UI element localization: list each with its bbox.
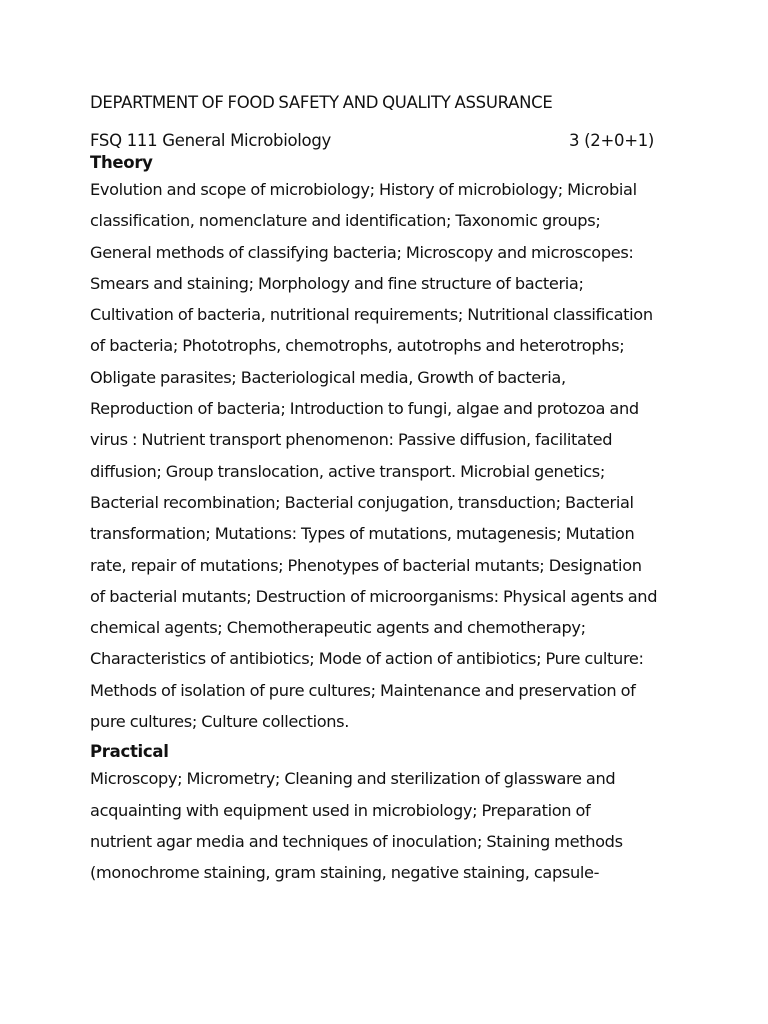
theory-line: Methods of isolation of pure cultures; Maintenance and preservation of	[90, 680, 636, 700]
practical-line: nutrient agar media and techniques of inoculation; Staining methods	[90, 831, 623, 851]
course-credits: 3 (2+0+1)	[569, 131, 655, 150]
theory-line: pure cultures; Culture collections.	[90, 712, 350, 732]
practical-line: Microscopy; Micrometry; Cleaning and sterilization of glassware and	[90, 769, 616, 789]
theory-line: rate, repair of mutations; Phenotypes of bacterial mutants; Designation	[90, 555, 642, 575]
practical-text	[90, 763, 690, 888]
course-title: FSQ 111 General Microbiology	[90, 131, 331, 150]
practical-line: (monochrome staining, gram staining, negative staining, capsule-	[90, 863, 600, 883]
theory-line: virus : Nutrient transport phenomenon: Passive diffusion, facilitated	[90, 430, 613, 450]
theory-line: Obligate parasites; Bacteriological media, Growth of bacteria,	[90, 367, 566, 387]
theory-line: classification, nomenclature and identification; Taxonomic groups;	[90, 211, 601, 231]
theory-line: chemical agents; Chemotherapeutic agents and chemotherapy;	[90, 618, 586, 638]
theory-line: of bacteria; Phototrophs, chemotrophs, autotrophs and heterotrophs;	[90, 336, 625, 356]
course-header	[90, 130, 690, 152]
theory-line: Smears and staining; Morphology and fine structure of bacteria;	[90, 273, 584, 293]
theory-line: transformation; Mutations: Types of mutations, mutagenesis; Mutation	[90, 524, 635, 544]
theory-text	[90, 174, 690, 737]
theory-heading: Theory	[90, 153, 153, 172]
practical-line: acquainting with equipment used in microbiology; Preparation of	[90, 800, 591, 820]
practical-heading: Practical	[90, 742, 169, 762]
department-heading: DEPARTMENT OF FOOD SAFETY AND QUALITY ASSURANCE	[90, 93, 553, 112]
theory-line: diffusion; Group translocation, active transport. Microbial genetics;	[90, 461, 605, 481]
theory-line: of bacterial mutants; Destruction of microorganisms: Physical agents and	[90, 586, 658, 606]
theory-line: Reproduction of bacteria; Introduction to fungi, algae and protozoa and	[90, 399, 639, 419]
document-page	[90, 92, 690, 889]
theory-line: Cultivation of bacteria, nutritional requirements; Nutritional classification	[90, 305, 653, 325]
theory-line: Characteristics of antibiotics; Mode of action of antibiotics; Pure culture:	[90, 649, 644, 669]
theory-line: Evolution and scope of microbiology; History of microbiology; Microbial	[90, 180, 637, 199]
theory-line: Bacterial recombination; Bacterial conjugation, transduction; Bacterial	[90, 492, 634, 512]
theory-line: General methods of classifying bacteria; Microscopy and microscopes:	[90, 242, 634, 262]
